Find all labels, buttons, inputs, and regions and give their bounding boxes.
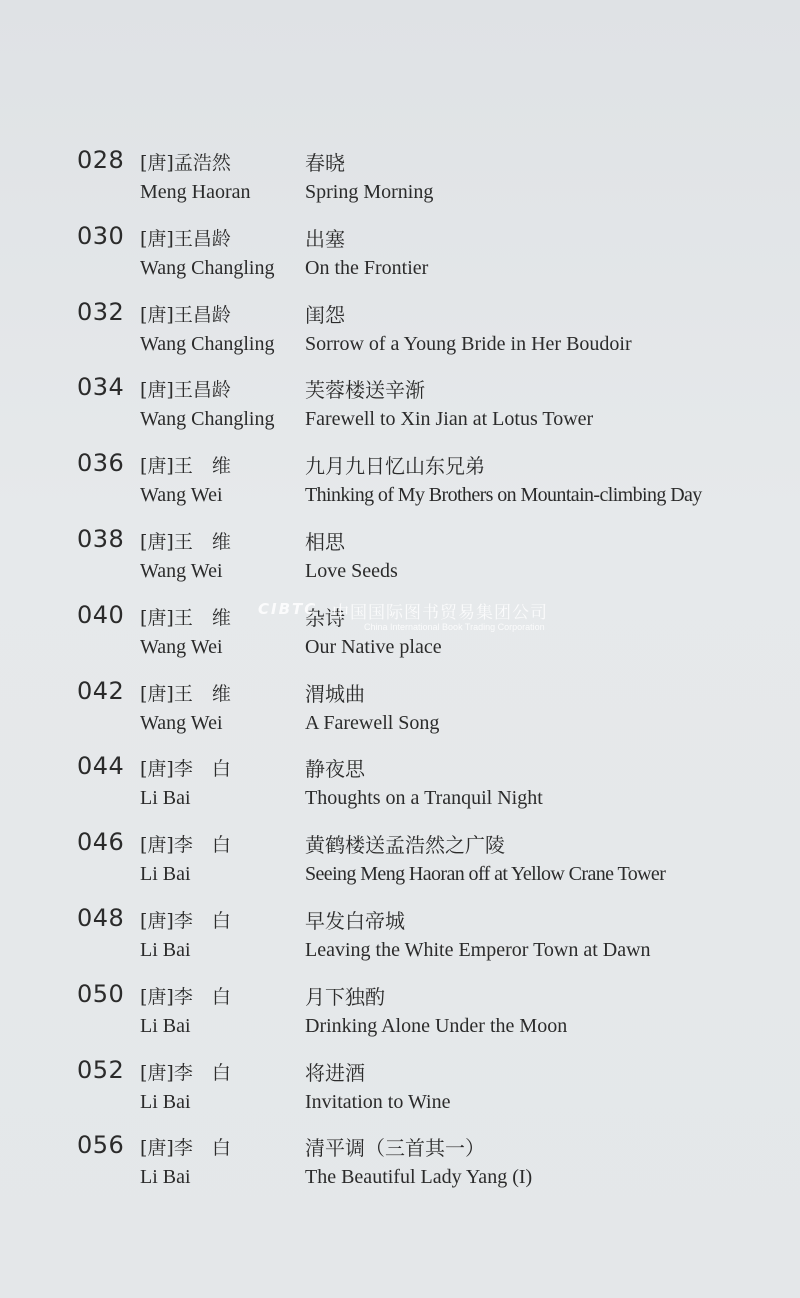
poem-title-english: Spring Morning [305,181,434,203]
toc-entry [0,978,800,1054]
page-number: 032 [77,297,125,326]
author-english: Meng Haoran [140,181,251,203]
page-number: 036 [77,449,125,478]
watermark-logo: CIBTC [258,600,318,618]
toc-entry [0,1054,800,1130]
author-english: Li Bai [140,1166,191,1189]
author-english: Li Bai [140,1014,191,1037]
poem-title-chinese: 黄鹤楼送孟浩然之广陵 [305,833,505,858]
author-chinese: [唐]王 维 [140,530,231,553]
toc-entry [0,220,800,296]
author-english: Wang Wei [140,711,223,734]
poem-title-english: Invitation to Wine [305,1090,451,1113]
poem-title-english: Love Seeds [305,559,398,582]
toc-entry [0,447,800,523]
poem-title-chinese: 早发白帝城 [305,908,405,933]
toc-entry [0,750,800,826]
author-chinese: [唐]王昌龄 [140,303,231,326]
page-number: 040 [77,600,125,629]
author-chinese: [唐]孟浩然 [140,152,231,174]
poem-title-chinese: 将进酒 [305,1060,365,1085]
page-number: 028 [77,146,125,174]
toc-entry [0,1129,800,1205]
toc-entry [0,826,800,902]
poem-title-chinese: 月下独酌 [305,984,385,1009]
toc-entry [0,902,800,978]
poem-title-chinese: 芙蓉楼送辛渐 [305,378,425,403]
page-number: 044 [77,752,125,781]
poem-title-chinese: 九月九日忆山东兄弟 [305,454,485,479]
author-chinese: [唐]王昌龄 [140,227,231,250]
poem-title-english: Drinking Alone Under the Moon [305,1014,568,1037]
author-chinese: [唐]李 白 [140,909,231,932]
publisher-watermark [258,598,558,642]
poem-title-english: Seeing Meng Haoran off at Yellow Crane Tower [305,863,666,886]
author-english: Wang Wei [140,635,223,658]
page-number: 048 [77,903,125,932]
author-english: Wang Changling [140,332,275,355]
watermark-name-english: China International Book Trading Corporation [364,622,545,632]
poem-title-chinese: 出塞 [305,226,345,251]
toc-entry [0,675,800,751]
poem-title-english: Farewell to Xin Jian at Lotus Tower [305,408,594,431]
author-chinese: [唐]李 白 [140,1137,231,1160]
author-english: Li Bai [140,1090,191,1113]
author-english: Wang Changling [140,256,275,279]
author-chinese: [唐]王 维 [140,455,231,478]
author-chinese: [唐]王 维 [140,682,231,705]
poem-title-chinese: 渭城曲 [305,681,365,706]
watermark-name-chinese: 中国国际图书贸易集团公司 [332,603,548,623]
author-chinese: [唐]李 白 [140,758,231,781]
author-chinese: [唐]王昌龄 [140,379,231,402]
poem-title-chinese: 杂诗 [305,605,345,630]
page-number: 052 [77,1055,125,1084]
page-number: 046 [77,828,125,857]
table-of-contents [0,144,800,1205]
author-english: Li Bai [140,938,191,961]
toc-entry [0,371,800,447]
page-number: 056 [77,1131,125,1160]
poem-title-chinese: 静夜思 [305,757,365,782]
toc-entry [0,296,800,372]
poem-title-english: Thinking of My Brothers on Mountain-climbing Day [305,484,702,507]
poem-title-english: The Beautiful Lady Yang (I) [305,1166,533,1189]
page-number: 050 [77,979,125,1008]
poem-title-english: Thoughts on a Tranquil Night [305,787,543,810]
poem-title-english: Leaving the White Emperor Town at Dawn [305,938,651,961]
author-english: Li Bai [140,863,191,886]
page-number: 034 [77,373,125,402]
poem-title-chinese: 相思 [305,529,345,554]
page-number: 030 [77,221,125,250]
author-english: Wang Wei [140,484,223,507]
author-chinese: [唐]李 白 [140,834,231,857]
poem-title-english: Sorrow of a Young Bride in Her Boudoir [305,332,632,355]
page-number: 042 [77,676,125,705]
author-english: Wang Changling [140,408,275,431]
poem-title-chinese: 清平调（三首其一） [305,1136,485,1161]
author-english: Wang Wei [140,559,223,582]
toc-entry [0,523,800,599]
author-chinese: [唐]李 白 [140,985,231,1008]
toc-entry [0,144,800,220]
author-chinese: [唐]李 白 [140,1061,231,1084]
poem-title-english: On the Frontier [305,256,429,279]
poem-title-chinese: 闺怨 [305,302,345,327]
author-english: Li Bai [140,787,191,810]
poem-title-chinese: 春晓 [305,151,345,175]
poem-title-english: Our Native place [305,635,442,658]
page-number: 038 [77,524,125,553]
author-chinese: [唐]王 维 [140,606,231,629]
poem-title-english: A Farewell Song [305,711,440,734]
